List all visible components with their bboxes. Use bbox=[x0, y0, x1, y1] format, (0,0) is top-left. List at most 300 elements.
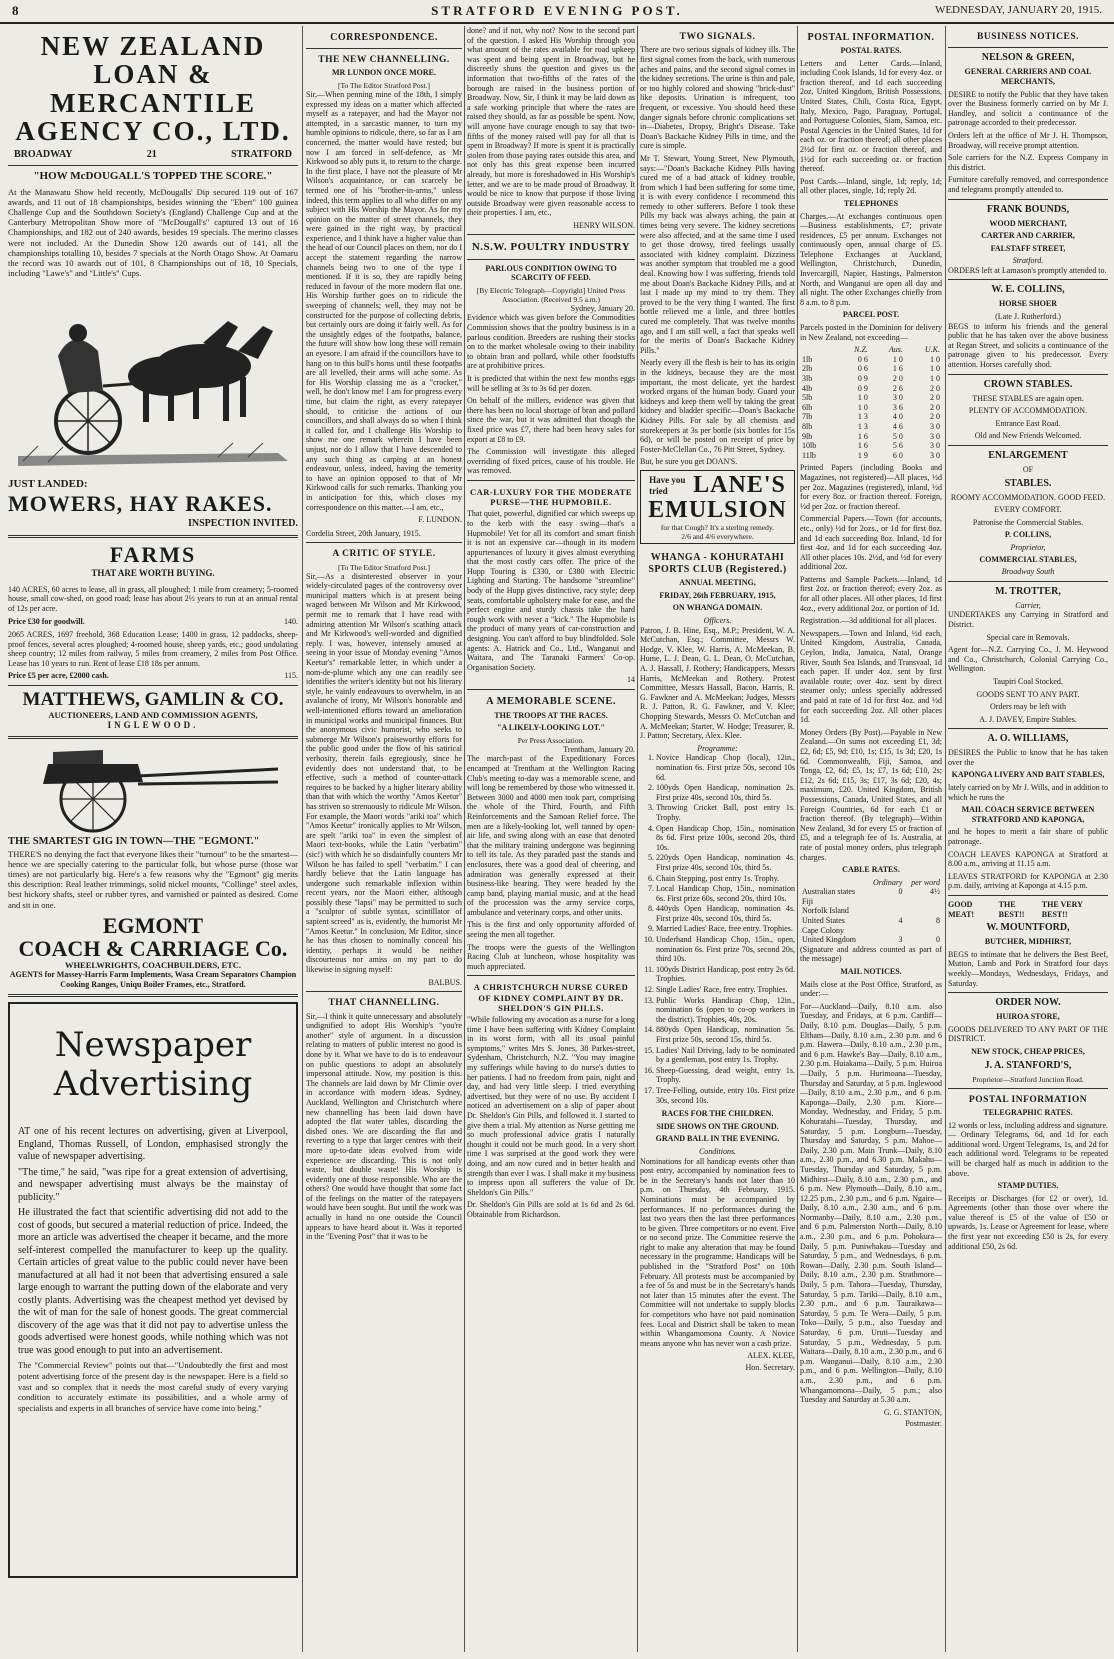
column-4 bbox=[640, 26, 795, 1652]
table-cell: 1 0 bbox=[857, 402, 868, 412]
table-cell: 3 0 bbox=[930, 450, 940, 460]
letter-title: THAT CHANNELLING. bbox=[328, 998, 440, 1009]
business-subtitle: HUIROA STORE, bbox=[996, 1012, 1060, 1022]
business-name: ORDER NOW. bbox=[995, 997, 1061, 1009]
article-headline: CAR-LUXURY FOR THE MODERATE PURSE—THE HUPMOBILE. bbox=[469, 486, 633, 508]
ad-title-line: NEW ZEALAND bbox=[40, 31, 266, 61]
table-cell bbox=[866, 926, 904, 936]
business-text: EVERY COMFORT. bbox=[994, 505, 1062, 515]
business-name: M. TROTTER, bbox=[995, 585, 1061, 597]
article-paragraph: But, be sure you get DOAN'S. bbox=[640, 457, 738, 467]
table-row bbox=[800, 432, 942, 442]
article-headline: A MEMORABLE SCENE. bbox=[485, 696, 617, 707]
letter-address: [To The Editor Stratford Post.] bbox=[337, 80, 431, 90]
conditions-text: Nominations for all handicap events other than post entry, accompanied by nomination fees to be in the Secretary's hands not later than 10 p.m. on Thursday, 4th February, 1915. Nominations must be accompanied by performances. If no performances during the last two years then the last three performances to be given. Three competitors or no event. Five or no second prize. The Committee reserve the right to make any alteration that may be found necessary in the programme. Handicaps will be published in the "Stratford Post" on 10th February. All protests must be accompanied by a fee of 5s and must be in the Secretary's hands not later than 15 minutes after the event. The Committee will not undertake to supply blocks for competitors who have not paid nomination fees. Local and District shall be taken to mean within Whangamomona County. A Novice means anyone who has never won a cash prize. bbox=[640, 1156, 795, 1348]
farms-subtitle: THAT ARE WORTH BUYING. bbox=[91, 567, 215, 578]
business-text: DESIRE to notify the Public that they have taken over the Business formerly carried on by Mr J. Handley, and solicit a continuance of the patronage accorded to their predecessor. bbox=[948, 89, 1108, 128]
programme-item: 3. Throwing Cricket Ball, post entry 1s. Trophy. bbox=[656, 803, 795, 822]
article-byline: [By Electric Telegraph—Copyright] United Press Association. (Received 9.5 a.m.) bbox=[476, 285, 626, 304]
article-paragraph: "The time," he said, "was ripe for a great extension of advertising, and newspaper advertising must always be the mainstay of publicity." bbox=[18, 1166, 288, 1203]
business-subtitle: FALSTAFF STREET, bbox=[990, 243, 1066, 253]
matthews-line: AUCTIONEERS, LAND AND COMMISSION AGENTS, bbox=[48, 710, 258, 720]
table-header-cell: per word bbox=[911, 877, 940, 887]
business-name: ENLARGEMENT bbox=[988, 450, 1068, 462]
business-subtitle: GENERAL CARRIERS AND COAL MERCHANTS, bbox=[964, 67, 1092, 86]
letter-body: Sir,—I think it quite unnecessary and absolutely undignified to adopt His Worship's "you're another" style of argument. In a discussion relating to matters of public interest no good is done by it. What we have to do is to endeavour on public questions to adopt an absolutely impersonal attitude. Now, my position is this. The channels are laid down by Mr Climie over in accordance with modern ideas. Sydney, Auckland, Wellington and Christchurch where new channelling has been laid down have adopted the flat water tables, discarding the dished ones. We are discarding the flat and reverting to a type that larger centres with their more up-to-date ideas evolved from wide experience are discarding. This is not only waste, but double waste! His Worship is evidently one of those responsible. Who are the others? One would have thought that some fact of the feelings on the matter of the ratepayers would have been sought. But until the work was actually in hand no one outside the Council appears to have heard about it. Was it reported in the "Evening Post" that it was to be bbox=[306, 1011, 462, 1242]
table-cell: 1 3 bbox=[857, 412, 868, 422]
business-subtitle: NEW STOCK, CHEAP PRICES, bbox=[971, 1046, 1085, 1056]
table-cell: 1 6 bbox=[857, 431, 868, 441]
table-cell: Australian states bbox=[802, 887, 856, 897]
table-cell: 6lb bbox=[802, 402, 813, 412]
letter-title: A CRITIC OF STYLE. bbox=[332, 549, 436, 560]
business-text: BEGS to inform his friends and the general public that he has taken over the above business at Regan Street, and solicits a continuance of the patronage given to his predecessor. Every attention. Horses carefully shod. bbox=[948, 321, 1108, 370]
table-header-row bbox=[800, 878, 942, 888]
business-name: STABLES. bbox=[1004, 477, 1052, 489]
table-cell: 5lb bbox=[802, 393, 813, 403]
business-name: FRANK BOUNDS, bbox=[986, 203, 1070, 215]
business-name: CROWN STABLES. bbox=[983, 378, 1073, 390]
newspaper-advertising-article bbox=[8, 1002, 298, 1578]
business-name: W. MOUNTFORD, bbox=[986, 922, 1070, 934]
postal-paragraph: Letters and Letter Cards.—Inland, including Cook Islands, 1d for every 4oz. or fraction thereof, and 1d each succeeding 2oz. United Kingdom, British Possessions, United States, Chili, Costa Rica, Egypt, Italy, Mexico, Pago, Paraguay, Portugal, and Portuguese Colonies, Siam, Samoa, etc. Postal Agencies in the United States, 1d for each oz. or fraction thereof; all other places 2½d for first oz. or fraction thereof, and 1½d for each succeeding oz. or fraction thereof. bbox=[800, 58, 942, 174]
letter-dateline: Cordelia Street, 20th January, 1915. bbox=[306, 528, 421, 538]
business-text: and he hopes to merit a fair share of public patronage. bbox=[948, 827, 1108, 847]
table-cell: 4lb bbox=[802, 383, 813, 393]
postal-paragraph: Printed Papers (including Books and Magazines, not registered)—All places, ½d per 2oz. Magazines (registered), inland, ½d for every 8oz. or fraction thereof. Foreign, ½d per 2oz. or fraction thereof. bbox=[800, 463, 942, 511]
newspaper-title: STRATFORD EVENING POST. bbox=[431, 3, 683, 18]
article-dateline: Sydney, January 20. bbox=[570, 303, 635, 313]
table-cell: Norfolk Island bbox=[802, 906, 849, 916]
lanes-tagline: 2/6 and 4/6 everywhere. bbox=[681, 532, 754, 542]
section-header: POSTAL INFORMATION. bbox=[807, 32, 935, 43]
programme-item: 6. Chain Stepping, post entry 1s. Trophy. bbox=[656, 874, 795, 884]
farm-ref: 140. bbox=[284, 616, 298, 626]
table-cell: 1 0 bbox=[930, 364, 940, 374]
table-row bbox=[800, 935, 942, 945]
table-header-cell: U.K. bbox=[924, 345, 940, 355]
matthews-place: INGLEWOOD. bbox=[107, 720, 199, 731]
table-cell: 0 6 bbox=[857, 364, 868, 374]
business-subtitle: Carrier, bbox=[1015, 600, 1041, 610]
business-subtitle: WOOD MERCHANT, bbox=[989, 218, 1067, 228]
article-subhead: THE TROOPS AT THE RACES. bbox=[494, 710, 608, 720]
column-1 bbox=[8, 26, 298, 1652]
lanes-tagline: for that Cough? It's a sterling remedy. bbox=[660, 523, 775, 533]
business-text: UNDERTAKES any Carrying in Stratford and District. bbox=[948, 610, 1108, 629]
table-cell bbox=[904, 926, 942, 936]
programme-item: 9. Married Ladies' Race, free entry. Trophies. bbox=[656, 924, 795, 934]
table-header-cell: N.Z. bbox=[854, 345, 868, 355]
table-row bbox=[800, 393, 942, 403]
programme-item: 14. 880yds Open Handicap, nomination 5s. First prize 50s, second 15s, third 5s. bbox=[656, 1025, 795, 1044]
lanes-name: LANE'S bbox=[693, 471, 786, 498]
programme-item: 16. Sheep-Guessing, dead weight, entry 1s. Trophy. bbox=[656, 1066, 795, 1085]
article-byline: Per Press Association. bbox=[517, 735, 585, 745]
table-cell: 2 6 bbox=[892, 383, 903, 393]
table-cell: United Kingdom bbox=[802, 935, 856, 945]
table-cell: 1 0 bbox=[930, 354, 940, 364]
business-text: GOODS SENT TO ANY PART. bbox=[976, 689, 1080, 699]
programme-item: 1. Novice Handicap Chop (local), 12in., nomination 6s. First prize 50s, second 10s 6d. bbox=[656, 753, 795, 782]
table-cell bbox=[904, 906, 942, 916]
business-subtitle: (Late J. Rutherford.) bbox=[995, 312, 1061, 322]
business-text: A. J. DAVEY, Empire Stables. bbox=[979, 714, 1077, 724]
article-paragraph: That quiet, powerful, dignified car which sweeps up to the kerb with the easy swing—that's a Hupmobile! Yet for all its comfort and smart finish it is not an expensive car—though in its modern appurtenances of luxury it gives almost everything that the most costly cars offer. The price of the Hupp Touring is £330, or £380 with Electric Lighting and Starting. The handsome "streamline" body of the Hupp gives distinctive, racy style; deep seats, comfortable upholstery make for ease, and the perfect engine and sturdy chassis take the hard rough work with never a "kick." The Hupmobile is the product of many years of car-construction and designing. You can't afford to buy blindfolded. Sole agents: A. Hatrick and Co., Ltd., Wanganui and Waitara, and The Taranaki Farmers' Co-op. Organisation Society. bbox=[467, 509, 635, 672]
table-cell: 0 9 bbox=[857, 383, 868, 393]
conditions-heading: Conditions. bbox=[698, 1146, 737, 1156]
business-subtitle: COMMERCIAL STABLES, bbox=[979, 554, 1077, 564]
section-header: BUSINESS NOTICES. bbox=[977, 32, 1079, 42]
cable-note: (Signature and address counted as part of the message) bbox=[800, 944, 942, 964]
business-name: J. A. STANFORD'S, bbox=[984, 1059, 1072, 1071]
table-cell: 3 bbox=[898, 935, 903, 945]
table-header-cell bbox=[800, 878, 866, 888]
table-cell: 4½ bbox=[930, 887, 940, 897]
letter-signature: F. LUNDON. bbox=[418, 515, 462, 525]
business-text: Agent for—N.Z. Carrying Co., J. M. Heywood and Co., Christchurch, Colonial Carrying Co., Wellington. bbox=[948, 645, 1108, 674]
farm-listing: 140 ACRES, 60 acres to lease, all in grass, all ploughed; 1 mile from creamery; 5-roomed house, small cow-shed, on good road; lease has about 2½ years to run at an annual rental of 12s per acre. bbox=[8, 584, 298, 613]
egmont-name: EGMONT bbox=[102, 912, 204, 938]
table-cell: 11lb bbox=[802, 450, 816, 460]
subsection-header: POSTAL RATES. bbox=[840, 46, 902, 55]
programme-item: 11. 100yds District Handicap, post entry 2s 6d. Trophies. bbox=[656, 965, 795, 984]
parcel-rates-table bbox=[800, 345, 942, 460]
table-cell: 1 6 bbox=[892, 364, 903, 374]
article-dateline: Trentham, January 20. bbox=[563, 744, 635, 754]
article-headline: N.S.W. POULTRY INDUSTRY bbox=[471, 241, 631, 254]
programme-item: 10. Underhand Handicap Chop, 15in., open, nomination 6s. First prize 70s, second 20s, third 10s. bbox=[656, 935, 795, 964]
table-cell: 2 0 bbox=[930, 383, 940, 393]
letter-body: Sir,—As a disinterested observer in your widely-circulated pages of the controversy over municipal matters which is at present being waged between Mr Wilson and Mr Kirkwood, permit me to remark that I have read with admiring attention Mr Wilson's scathing attack and Mr Kirkwood's well-worded and dignified reply. I was, however, intensely amused at seeing in your issue of Monday evening "Amos Keetur's" remarkable letter, in which under a nom-de-plume which any one can readily see identifies the writer's identity but not his literary style, he vainly endeavours to overwhelm, in an avalanche of irony, Mr Wilson's honorable and well-intentioned efforts toward an amelioration in municipal works and municipal finances. But the anonymous civic humorist, who seeks to submerge Mr Wilson's praiseworthy efforts for the public good under the flow of his satirical verbosity, therein fails egregiously, since he evidently does not understand that, to be effective, such a method of counter-attack requires to be backed by a higher literary ability than that with which the worthy "Amos Keetur" has striven so strenuously to ridicule Mr Wilson. For example, the Maori words "ariki toa" which "Amos Keetur" ironically applies to Mr Wilson, are spelt "ariki toa" in even the simplest of Maori text-books, while the Latin "verbatim" (sic!) with which he so disdainfully counters Mr Wilson he has failed to spell "verbatim." I can hardly believe that the Latin language has undergone such remarkable inflexion within recent years, nor the Maori either, although possibly these "lapsi" may be permitted to such a "sculptor of subtle syntax, scintillator of sapient screed" as is, evidently, the humorist Mr "Amos Keetur." In conclusion, Mr Editor, since he has thus chosen to nominally conceal his identity, perhaps it would be neither discourteous nor amiss on my part to do likewise in signing myself: bbox=[306, 571, 462, 975]
business-subtitle: KAPONGA LIVERY AND BAIT STABLES, bbox=[951, 770, 1105, 780]
table-row bbox=[800, 906, 942, 916]
officers-list: Patron, J. B. Hine, Esq., M.P.; President, W. A. McCutchan, Esq.; Committee, Messrs W. Hodge, V. Klee, W. Harris, A. McMeekan, B. Hume, L. J. Dean, G. L. Dean, O. McCutchan, A. J. Hassall, J. Rothery; Handicappers, Messrs Harris, McMeekan and Rothery. Protest Committee, Messrs Hassall, Bacon, Harris, R. G. Fawkner and A. McMeekan; Judges, Messrs R. J. Patton, R. G. Fawkner, and V. Klee; Chopping Stewards, Messrs O. McCutchan and A. McMeekan; Starter, W. Hodge; Treasurer, R. J. Patton; Secretary, Alex. Klee. bbox=[640, 625, 795, 741]
address-town: STRATFORD bbox=[231, 149, 292, 161]
postmaster-signature: G. G. STANTON, bbox=[883, 1407, 942, 1417]
table-header-cell: Aus. bbox=[888, 345, 903, 355]
table-cell: 4 6 bbox=[892, 421, 903, 431]
notice-line: RACES FOR THE CHILDREN. bbox=[661, 1109, 774, 1119]
table-cell: 4 bbox=[898, 916, 903, 926]
article-subhead: PARLOUS CONDITION OWING TO SCARCITY OF FEED. bbox=[485, 263, 617, 283]
notice-subtitle: ON WHANGA DOMAIN. bbox=[672, 603, 763, 613]
table-cell: 1 0 bbox=[857, 393, 868, 403]
business-text: Furniture carefully removed, and correspondence and telegrams promptly attended to. bbox=[948, 175, 1108, 194]
title-line: Newspaper bbox=[54, 1025, 252, 1066]
business-text: COACH LEAVES KAPONGA at Stratford at 8.00 a.m., arriving at 11.15 a.m. bbox=[948, 849, 1108, 869]
table-row bbox=[800, 403, 942, 413]
table-cell: 0 6 bbox=[857, 354, 868, 364]
table-cell: 1 0 bbox=[930, 374, 940, 383]
business-text: DESIRES the Public to know that he has taken over the bbox=[948, 748, 1108, 767]
farm-listing: 2065 ACRES, 1697 freehold, 368 Education Lease; 1400 in grass, 12 paddocks, sheep-proof fences, several acres ploughed; 4-roomed house, sheep yards, etc.; good undulating sheep country; 12 miles from railway, 5 miles from creamery, 2 miles from Post Office. Lease has 10 years to run. Rent of lease £18 18s per annum. bbox=[8, 630, 298, 668]
table-header-cell bbox=[800, 345, 835, 355]
table-cell: 2 0 bbox=[930, 393, 940, 403]
mail-list: For—Auckland—Daily, 8.10 a.m. also Tuesday, and Fridays, at 6 p.m. Cardiff—Daily, 8.10 p.m. Douglas—Daily, 5 p.m. Eltham—Daily, 8.10 a.m., 2.30 p.m. and 6 p.m. Hawera—Daily, 8.10 a.m., 2.30 p.m., and 6 p.m. Hawke's Bay—Daily, 8.10 a.m., 2.30 p.m. Huiakama—Daily, 5 p.m. Huiroa—Daily, 5 p.m. Hurimoana—Tuesday, Thursday and Saturday, at 5 p.m. Inglewood—Daily, 8.10 a.m., 2.30 p.m., and 6 p.m. Kaponga—Daily, 2.30 p.m. Kiore—Monday, Wednesday, and Friday, 5 p.m. Kohuratahi—Tuesday, Thursday, and Saturday, 5 p.m. Longburn—Tuesday, Thursday and Saturday, 5 p.m. Mahoe—Daily, 2.30 p.m. Main Trunk—Daily, 8.10 a.m., 2.30 p.m., and 6.30 p.m. Makahu—Tuesday, Thursday and Saturday, 5 p.m. Midhirst—Daily, 8.10 a.m., 2.30 p.m., and 6 p.m. New Plymouth—Daily, 8.10 a.m., 12.25 p.m., 2.30 p.m., and 6 p.m. Ngaire—Daily, 8.10 a.m., 2.30 a.m., and 6 p.m. Normanby—Daily, 8.10 a.m., 2.30 p.m., and 6 p.m. Palmerston North—Daily, 8.10 a.m., 2.30 p.m., and 6 p.m. Pohokura—Daily, 5 p.m. Puniwhakau—Tuesday and Saturday, 5 p.m., and Wednesdays, 6 p.m. Rowan—Daily, 2.30 p.m. South Island—Daily, 8.10 a.m., 2.30 p.m. Strathmore—Daily, 5 p.m. Tahora—Tuesday, Thursday, Saturday, 5 p.m. Tariki—Daily, 8.10 a.m., 2.30 p.m., and 6 p.m. Tauraikawa—Saturday, 5 p.m. Te Wera—Daily, 5 p.m. Toko—Daily, 5 p.m., also Tuesday and Saturday, 6 p.m. Uruti—Tuesday and Saturday, 5 p.m., Wednesday, 5 p.m. Waitara—Daily, 8.10 a.m., 2.30 p.m., and 6 p.m. Wanganui—Daily, 8.10 a.m., 2.30 p.m., and 6 p.m. Wellington—Daily, 8.10 a.m., 2.30 p.m., and 6 p.m. Whangamomona—Daily, 5 p.m.; also Tuesday and Saturday at 5.30 a.m. bbox=[800, 1001, 942, 1405]
meat-slogan: THE BEST!! bbox=[998, 900, 1025, 919]
table-row bbox=[800, 441, 942, 451]
table-cell: 3 0 bbox=[930, 441, 940, 451]
business-text: ORDERS left at Lamason's promptly attended to. bbox=[948, 265, 1107, 275]
egmont-name: COACH & CARRIAGE Co. bbox=[18, 935, 288, 961]
business-name: W. E. COLLINS, bbox=[991, 284, 1065, 296]
egmont-agents: AGENTS for Massey-Harris Farm Implements, Wasa Cream Separators Champion Cooking Ranges, Uniqu Boiler Frames, etc., Stratford. bbox=[9, 970, 297, 989]
business-place: Stratford. bbox=[1012, 256, 1044, 266]
postmaster-title: Postmaster. bbox=[905, 1419, 942, 1429]
postal-paragraph: Money Orders (By Post).—Payable in New Zealand.—On sums not exceeding £1, 3d; £2, 6d; £5, 9d; £10, 1s; £15, 1s 3d; £20, 1s 6d. Commonwealth, Fiji, Samoa, and Tonga, £2, 6d; £5, 1s; £7, 1s 6d; £10, 2s; £12, 2s 6d; £15, 3s; £17, 3s 6d; £20, 4s; maximum, £20. United Kingdom, British Possessions, Canada, United States, and all Foreign Countries, 6d for each £1 or fraction thereof. (By telegraph)—Within New Zealand, 3d for every £5 or fraction of £5, and a telegraph fee of 1s. Australia, at rate of postal money orders, plus telegraph charges. bbox=[800, 727, 942, 862]
column-3 bbox=[467, 26, 635, 1652]
table-cell: 3 6 bbox=[892, 402, 903, 412]
business-text: THESE STABLES are again open. bbox=[972, 393, 1084, 403]
table-cell: Fiji bbox=[802, 896, 814, 906]
table-cell: 0 9 bbox=[857, 374, 868, 383]
programme-item: 17. Tree-Felling, outside, entry 10s. First prize 30s, second 10s. bbox=[656, 1086, 795, 1105]
letter-signature: HENRY WILSON. bbox=[573, 220, 635, 230]
article-paragraph: "While following my avocation as a nurse for a long time I have been suffering with Kidney Complaint in its worst form, with all its usual painful symptoms," writes Mrs S. Jones, 38 Parkes-street, Sydenham, Christchurch, N.Z. "You may imagine my sufferings while having to do nurse's duties to her patients. I had no freedom from pain, night and day, and had very little sleep. I tried everything advertised, but they were of no use. By accident I noticed an advertisement on a slip of paper about Dr. Sheldon's Gin Pills, and followed it. I started to give them a trial. My attention as Nurse gettting me so much professional advice gratis I naturally thought it could not be much good. In a very short time I was surprised at the good work they were doing, and am now cured and in better health and strength than ever I was. I shall make it my business to impress upon all sufferers the value of Dr. Sheldon's Gin Pills." bbox=[467, 1015, 635, 1197]
article-paragraph: He illustrated the fact that scientific advertising did not add to the cost of goods, but secured a material reduction of price. Indeed, the more an article was advertised the cheaper it became, and the more self-interest compelled the manufacturer to keep up the quality. Certain articles of great value to the public could never have been manufactured at all had it not been that advertising ensured a sale large enough to warrant the putting down of the elaborate and very costly plants. Advertising was the cheapest method yet devised by the wit of man for the sale of honest goods. The great commercial discovery of the age was that it did not pay to advertise unless the goods advertised were honest goods, while nothing which was not true was good enough to put into an advertisement. bbox=[18, 1207, 288, 1356]
lanes-name: EMULSION bbox=[648, 497, 787, 524]
business-subtitle: OF bbox=[1022, 465, 1034, 475]
business-subtitle: Proprietor, bbox=[1010, 542, 1046, 552]
business-text: Old and New Friends Welcomed. bbox=[974, 431, 1082, 441]
letter-subtitle: MR LUNDON ONCE MORE. bbox=[332, 68, 436, 78]
table-row bbox=[800, 412, 942, 422]
business-subtitle: Proprietor—Stratford Junction Road. bbox=[972, 1074, 1084, 1084]
article-paragraph: On behalf of the millers, evidence was given that there has been no local shortage of bran and pollard since the war, but it was admitted that though the fixed price was £7, there had been heavy sales for export at £8 to £9. bbox=[467, 396, 635, 444]
nz-loan-ad bbox=[8, 32, 298, 530]
business-subtitle: HORSE SHOER bbox=[998, 299, 1057, 309]
egmont-trades: WHEELWRIGHTS, COACHBUILDERS, ETC. bbox=[64, 959, 242, 970]
postal-paragraph: Patterns and Sample Packets.—Inland, 1d first 2oz. or fraction thereof; every 2oz. as for all other places. All other places, 1d first 4oz., every additional 2oz. or portion of 1d. bbox=[800, 574, 942, 613]
egmont-headline: THE SMARTEST GIG IN TOWN—THE "EGMONT." bbox=[8, 835, 260, 847]
letter-continuation: done? and if not, why not? Now to the second part of the question. I asked His Worship through you what amount of the rates available for road upkeep was spent and being spent in Broadway, but he discreetly shuns the question and gives us the information that two-fifths of the rates of the borough are raised in the business portion of Broadway. Now, Sir, I think it may be laid down as a safe working principle that where the rates are raised they should, as far as possible be spent. Now, will anyone have courage enough to say that two-fifths of the money raised will pay for all that is spent in Broadway? If more is spent it is practically stolen from those paying rates outside this area, and not only has this great expense been incurred already, but more is foreshadowed in His Worship's letter, and we are to be made proud of Broadway. It would be nice to know that purpose if those living outside Broadway were given reasonable access to their properties. I am, etc., bbox=[467, 26, 635, 218]
address-number: 21 bbox=[146, 149, 157, 161]
subsection-header: MAIL NOTICES. bbox=[840, 967, 902, 977]
business-text: BEGS to intimate that he delivers the Best Beef, Mutton, Lamb and Pork in Stratford four days weekly—Mondays, Wednesdays, Fridays, and Saturday. bbox=[948, 949, 1108, 988]
programme-item: 7. Local Handicap Chop, 15in., nomination 6s. First prize 60s, second 20s, third 10s. bbox=[656, 884, 795, 903]
table-cell: 6 0 bbox=[892, 450, 903, 460]
table-cell: 3lb bbox=[802, 374, 813, 383]
column-rule bbox=[464, 26, 465, 1652]
article-title bbox=[18, 1026, 288, 1104]
table-cell: 1 6 bbox=[857, 441, 868, 451]
table-cell: 8lb bbox=[802, 421, 813, 431]
article-paragraph: Nearly every ill the flesh is heir to has its origin in the kidneys, because they are the most important, the most delicate, yet the hardest worked organs of the human body. Guard your kidneys and keep them well by taking the great kidney and bladder specific—Doan's Backache Kidney Pills. For sale by all chemists and storekeepers at 3s per bottle (six bottles for 15s 6d), or will be posted on receipt of price by Foster-McClellan Co., 76 Pitt Street, Sydney. bbox=[640, 358, 795, 454]
column-5 bbox=[800, 26, 942, 1652]
masthead bbox=[0, 0, 1114, 24]
table-row bbox=[800, 364, 942, 374]
business-text: ROOMY ACCOMMODATION. GOOD FEED. bbox=[950, 492, 1106, 502]
ad-title-line: LOAN & MERCANTILE bbox=[49, 59, 257, 118]
address-street: BROADWAY bbox=[14, 149, 73, 161]
subsection-header: TELEPHONES bbox=[843, 198, 899, 208]
table-cell: 2 0 bbox=[892, 374, 903, 383]
programme-list bbox=[640, 753, 795, 1105]
article-paragraph: This is the first and only opportunity afforded of seeing the men all together. bbox=[467, 920, 635, 940]
gig-carriage-illustration bbox=[23, 744, 283, 834]
table-row bbox=[800, 384, 942, 394]
table-cell: 1 3 bbox=[857, 421, 868, 431]
table-row bbox=[800, 355, 942, 365]
table-cell: 0 bbox=[898, 887, 903, 897]
business-text: Taupiri Coal Stocked. bbox=[993, 676, 1063, 686]
programme-item: 13. Public Works Handicap Chop, 12in., nomination 6s (open to co-op workers in the district). Trophies, 40s, 20s. bbox=[656, 996, 795, 1025]
business-text: LEAVES STRATFORD for KAPONGA at 2.30 p.m. daily, arriving at Kaponga at 4.15 p.m. bbox=[948, 871, 1108, 891]
table-row bbox=[800, 897, 942, 907]
matthews-name: MATTHEWS, GAMLIN & CO. bbox=[22, 689, 284, 711]
article-paragraph: Evidence which was given before the Commodities Commission shows that the poultry business is in a parlous condition. Breeders are rushing their stocks on to the market wholesale owing to their inability to obtain bran and pollard, while other foodstuffs are at prohibitive prices. bbox=[467, 313, 635, 371]
table-cell: 3 0 bbox=[930, 421, 940, 431]
postal-paragraph: Newspapers.—Town and Inland, ½d each, United Kingdom, Australia, Canada, Ceylon, India, Jamaica, Natal, Orange River, South Sea Islands, and Transvaal, 1d each paper. If under 4oz. sent by first available route; over 4oz. sent by direct steamer only; unless specially addressed and paid at rate of 1d for first 4oz. and ½d for each succeeding 2oz. All other places 1d. bbox=[800, 628, 942, 725]
inspection-note: INSPECTION INVITED. bbox=[187, 517, 298, 529]
business-subtitle: P. COLLINS, bbox=[1004, 530, 1052, 540]
postal-paragraph: Registration.—3d additional for all places. bbox=[800, 616, 937, 626]
table-row bbox=[800, 374, 942, 384]
programme-item: 8. 440yds Open Handicap, nomination 4s. First prize 40s, second 10s, third 5s. bbox=[656, 904, 795, 923]
table-row bbox=[800, 887, 942, 897]
column-rule bbox=[945, 26, 946, 1652]
page-number: 8 bbox=[12, 3, 19, 18]
notice-signature: ALEX. KLEE, bbox=[747, 1351, 795, 1361]
table-cell: 3 0 bbox=[892, 393, 903, 403]
subsection-header: CABLE RATES. bbox=[842, 865, 900, 875]
programme-item: 15. Ladies' Nail Driving, lady to be nominated by a gentleman, post entry 1s. Trophy. bbox=[656, 1046, 795, 1065]
notice-subtitle: FRIDAY, 26th FEBRUARY, 1915, bbox=[659, 590, 776, 600]
article-subhead: "A LIKELY-LOOKING LOT." bbox=[497, 723, 605, 733]
business-text: lately carried on by Mr J. Wills, and in addition to which he runs the bbox=[948, 783, 1108, 802]
title-line: Advertising bbox=[53, 1064, 253, 1105]
table-cell: 7lb bbox=[802, 412, 813, 422]
postal-paragraph: 12 words or less, including address and signature.— Ordinary Telegrams, 6d, and 1d for each additional word. Urgent Telegrams, 1s, and 2d for each additional word. Telegrams to be repeated will be charged half as much in addition to the above. bbox=[948, 1120, 1108, 1178]
article-paragraph: It is predicted that within the next few months eggs will be selling at 3s to 3s 6d per dozen. bbox=[467, 374, 635, 393]
table-row bbox=[800, 926, 942, 936]
ad-address bbox=[14, 149, 292, 161]
farm-price: Price £5 per acre, £2000 cash. bbox=[8, 671, 109, 681]
subsection-header: TELEGRAPHIC RATES. bbox=[983, 1107, 1073, 1117]
mowers-headline: MOWERS, HAY RAKES. bbox=[8, 491, 273, 517]
farm-price: Price £30 for goodwill. bbox=[8, 616, 85, 626]
business-place: Broadway South bbox=[1001, 567, 1055, 577]
table-cell: 10lb bbox=[802, 441, 817, 451]
business-text: Orders left at the office of Mr J. H. Thompson, Broadway, will receive prompt attention. bbox=[948, 130, 1108, 150]
table-header-cell: Ordinary bbox=[873, 877, 903, 887]
section-header: CORRESPONDENCE. bbox=[330, 32, 438, 43]
postal-paragraph: Parcels posted in the Dominion for delivery in New Zealand, not exceeding— bbox=[800, 323, 942, 342]
letter-signature: BALBUS. bbox=[428, 977, 462, 987]
article-paragraph: Dr. Sheldon's Gin Pills are sold at 1s 6d and 2s 6d. Obtainable from Richardson. bbox=[467, 1200, 635, 1219]
cable-rates-table bbox=[800, 878, 942, 945]
table-cell: 2lb bbox=[802, 364, 813, 374]
table-cell: United States bbox=[802, 916, 845, 926]
table-row bbox=[800, 422, 942, 432]
article-headline: A CHRISTCHURCH NURSE CURED OF KIDNEY COMPLAINT BY DR. SHELDON'S GIN PILLS. bbox=[473, 982, 629, 1013]
table-cell: 2 0 bbox=[930, 412, 940, 422]
business-text: Orders may be left with bbox=[990, 702, 1066, 712]
table-cell: 5 6 bbox=[892, 441, 903, 451]
business-text: Entrance East Road. bbox=[995, 418, 1061, 428]
table-cell: 1 0 bbox=[892, 354, 903, 364]
ad-body: At the Manawatu Show held recently, McDougalls' Dip secured 119 out of 167 awards, and 11 out of 18 championships, besides winning the "Ebert" 100 guinea Challenge Cup and the Southdown Society's (England) Challenge Cup and at the Canterbury Metropolitan Show more of "McDougall's" captured 13 out of 16 Championships, and 182 out of 240 awards, besides 19 specials. The merino classes were not included. At the Dunedin Show 120 awards out of 141, all the championships totalling 10, besides 7 specials at the North Otago Show. At Oamaru the record was 10 awards out of 101, 8 Championships out of 18, 10 Specials, including "Lawe's" and "Little's" Cups. bbox=[8, 186, 298, 279]
ad-ref: 14 bbox=[627, 675, 635, 685]
column-2 bbox=[306, 26, 462, 1652]
ad-headline: "HOW McDOUGALL'S TOPPED THE SCORE." bbox=[33, 170, 273, 183]
meat-slogan: THE VERY BEST!! bbox=[1041, 900, 1083, 919]
egmont-body: THERE'S no denying the fact that everyone likes their "turnout" to be the smartest—hence we are specially catering to the particular folk, but whose purse (those war times) are not particularly big. Here's a few reasons why the "Egmont" gig merits this description: Real leather trimmings, solid nickel mounts, "Collinge" steel axles, best hickory shafts, steel or rubber tyres, and varnished or painted as desired. Come and sit in one. bbox=[8, 848, 298, 910]
programme-item: 5. 220yds Open Handicap, nomination 4s. First prize 40s, second 10s, third 5s. bbox=[656, 853, 795, 872]
table-header-row bbox=[800, 345, 942, 355]
programme-item: 2. 100yds Open Handicap, nomination 2s. First prize 40s, second 10s, third 5s. bbox=[656, 783, 795, 802]
letter-title: THE NEW CHANNELLING. bbox=[318, 55, 450, 65]
table-cell bbox=[866, 906, 904, 916]
column-rule bbox=[302, 26, 303, 1652]
farms-ad bbox=[8, 543, 298, 731]
notice-line: GRAND BALL IN THE EVENING. bbox=[655, 1134, 780, 1144]
business-text: Sole carriers for the N.Z. Express Company in this district. bbox=[948, 153, 1108, 172]
subsection-header: STAMP DUTIES. bbox=[997, 1181, 1059, 1191]
article-paragraph: The "Commercial Review" points out that—"Undoubtedly the first and most potent advertising force of the present day is the newspaper. Here is a field so vast and so complex that it needs the most careful study of every varying condition to accurately estimate its possibilities, and a whole army of specialists and experts in all branches of service have come into being." bbox=[18, 1360, 288, 1413]
table-cell: 1 9 bbox=[857, 450, 868, 460]
table-row bbox=[800, 451, 942, 461]
business-subtitle: MAIL COACH SERVICE BETWEEN STRATFORD AND KAPONGA, bbox=[961, 805, 1095, 824]
business-subtitle: CARTER AND CARRIER, bbox=[981, 231, 1075, 241]
farms-title: FARMS bbox=[109, 541, 197, 567]
article-paragraph: There are two serious signals of kidney ills. The first signal comes from the back, with numerous aches and pains, and the second signal comes in the kidney secretions. The urine is thin and pale, or too highly colored and showing "brick-dust" like deposits. Urination is infrequent, too frequent, or excessive. You should heed these danger signals before chronic complications set in—Diabetes, Dropsy, Bright's Disease. Take Doan's Backache Kidney Pills in time, and the cure is simple. bbox=[640, 45, 795, 151]
just-landed-label: JUST LANDED: bbox=[8, 478, 88, 491]
business-text: Special care in Removals. bbox=[986, 632, 1070, 642]
mail-intro: Mails close at the Post Office, Stratford, as under:— bbox=[800, 979, 942, 999]
farm-ref: 115. bbox=[284, 671, 298, 681]
table-cell: 0 bbox=[936, 935, 940, 945]
notice-title: WHANGA - KOHURATAHI SPORTS CLUB (Registered.) bbox=[648, 552, 787, 576]
article-paragraph: The Commission will investigate this alleged overriding of fixed prices, cause of his trouble. He was removed. bbox=[467, 447, 635, 476]
table-cell: 8 bbox=[936, 916, 940, 926]
letter-body: Sir,—When penning mine of the 18th, I simply expressed my ideas on a matter which affected myself as a ratepayer, and had the Mayor not attempted, in a sarcastic manner, to turn my humble opinions to ridicule, there, so far as I am concerned, the matter would have rested; but now I am forced in self-defence, as Mr Kirkwood so ably puts it, to return to the charge. In the first place, I have not the pleasure of Mr Wilson's acquaintance, or can scarcely be termed one of his "brother-in-arms," unless indeed, this term applies to all who differ on any subject with His Worship the Mayor. As for my opinion on the matter of street channels, they were gained in the right way, by practical experience, and I think have a higher value than the head of our Council places on them, nor do I accept the statement regarding the narrow channels being two to one of the type I mentioned. If it is so, they are rapidly being reduced in favour of the more modern flat one. His Worship further goes on to ridicule the sweeping of channels; well, they may not be constructed for the purpose of collecting debris, but certainly ours are doing it fairly well. As for the unsightly edges of the footpaths, balance, the future will show how long these will remain an eyesore. I am afraid if the councillors have to hang on to this bull's horns until these footpaths are all levelled, their arms will ache some. As for His Worship classing me as a "crocker," well, he don't know me! I am for progress every time, but claim the right, as every ratepayer should, to criticise the actions of our councillors, and shall always do so when I think it called for, and I challenge His Worship to show me one remark wherein I have been unjust, nor do I allow that I have descended to any such thing as carping at an honest endeavour, unless, indeed, having the temerity to have an opinion opposed to that of Mr Kirkwood calls for such remarks. Thanking you in anticipation for this, which closes my correspondence on this matter.—I am, etc., bbox=[306, 89, 462, 512]
section-header: POSTAL INFORMATION bbox=[968, 1094, 1088, 1105]
programme-item: 4. Open Handicap Chop, 15in., nomination 8s 6d. First prize 100s, second 20s, third 10s. bbox=[656, 824, 795, 853]
ad-title-line: AGENCY CO., LTD. bbox=[15, 116, 291, 147]
article-paragraph: Mr T. Stewart, Young Street, New Plymouth, says:—"Doan's Backache Kidney Pills having cured me of a bad attack of kidney trouble, from which I had been suffering for some time, it is with every confidence I recommend this remedy to other sufferers. Before I took these Pills my back was always aching, the pain at times being very severe. The kidney secretions were also affected, and at the same time I used to get those drowsy, tired feelings usually associated with kidney complaint. Dizziness was another symptom that troubled me a good deal. Knowing how I was suffering, friends told me about Doan's Backache Kidney Pills, and at last I made up my mind to try them. They proved to be the very thing I wanted. The first bottle relieved me a little, and three bottles cured me completely. That was twelve months ago, and I am still well, a fact that speaks well for the merits of Doan's Backache Kidney Pills." bbox=[640, 153, 795, 355]
table-cell: 3 0 bbox=[930, 431, 940, 441]
programme-heading: Programme: bbox=[697, 743, 738, 753]
column-rule bbox=[637, 26, 638, 1652]
business-name: NELSON & GREEN, bbox=[981, 52, 1075, 64]
column-rule bbox=[797, 26, 798, 1652]
table-cell: 5 0 bbox=[892, 431, 903, 441]
officers-heading: Officers. bbox=[703, 616, 732, 626]
business-name: A. O. WILLIAMS, bbox=[987, 733, 1069, 745]
table-cell bbox=[866, 897, 904, 907]
subsection-header: PARCEL POST. bbox=[842, 310, 900, 320]
notice-line: SIDE SHOWS ON THE GROUND. bbox=[656, 1121, 779, 1131]
notice-subtitle: ANNUAL MEETING, bbox=[679, 578, 756, 588]
table-cell: Cape Colony bbox=[802, 925, 844, 935]
business-subtitle: BUTCHER, MIDHIRST, bbox=[984, 937, 1072, 947]
article-paragraph: The troops were the guests of the Wellington Racing Club at luncheon, whose hospitality was much appreciated. bbox=[467, 942, 635, 971]
postal-paragraph: Receipts or Discharges (for £2 or over), 1d. Agreements (other than those over where the value thereof is £5 of the value of £50 or upwards, 1s. Lease or Agreement for lease, where the first year not exceeding £50 is 2s, for every additional £50, 2s 6d. bbox=[948, 1193, 1108, 1251]
egmont-gig-ad bbox=[8, 744, 298, 989]
letter-address: [To The Editor Stratford Post.] bbox=[337, 562, 431, 572]
postal-paragraph: Post Cards.—Inland, single, 1d; reply, 1d; all other places, single, 1d; reply 2d. bbox=[800, 176, 942, 196]
article-paragraph: The march-past of the Expeditionary Forces encamped at Trentham at the Wellington Racing Club's meeting to-day was a memorable scene, and will long be remembered by those who witnessed it. Between 3000 and 4000 men took part, comprising the whole of the Third, Fourth, and Fifth Reinforcements and the Samoan Relief force. The men are a likely-looking lot, well tanned by open-air life, and swing along with an ease that denoted that the military training undergone was beginning to tell its tale. As they paraded past the stands and enclosures, there was a good deal of cheering, and admiration was generally expressed at their business-like bearing. They were headed by the camp band, playing martial music, and at the head of the procession was the army service corps, ambulance and veterinary corps, and other units. bbox=[467, 754, 635, 917]
column-6 bbox=[948, 26, 1108, 1652]
postal-paragraph: Commercial Papers.—Town (for accounts, etc., only) ½d for 2ozs., or 1d for first 8oz. and 1d each succeeding 8oz. Inland, 1d for first 4oz. and 1d for each succeeding 4oz. All other places 10s. 2½d, and ½d for every additional 2oz. bbox=[800, 514, 942, 572]
article-headline: TWO SIGNALS. bbox=[679, 32, 756, 42]
lanes-lead: Have you tried bbox=[649, 474, 686, 496]
programme-item: 12. Single Ladies' Race, free entry. Trophies. bbox=[656, 985, 795, 995]
notice-signature-title: Hon. Secretary. bbox=[745, 1363, 795, 1373]
table-cell: 2 0 bbox=[930, 402, 940, 412]
